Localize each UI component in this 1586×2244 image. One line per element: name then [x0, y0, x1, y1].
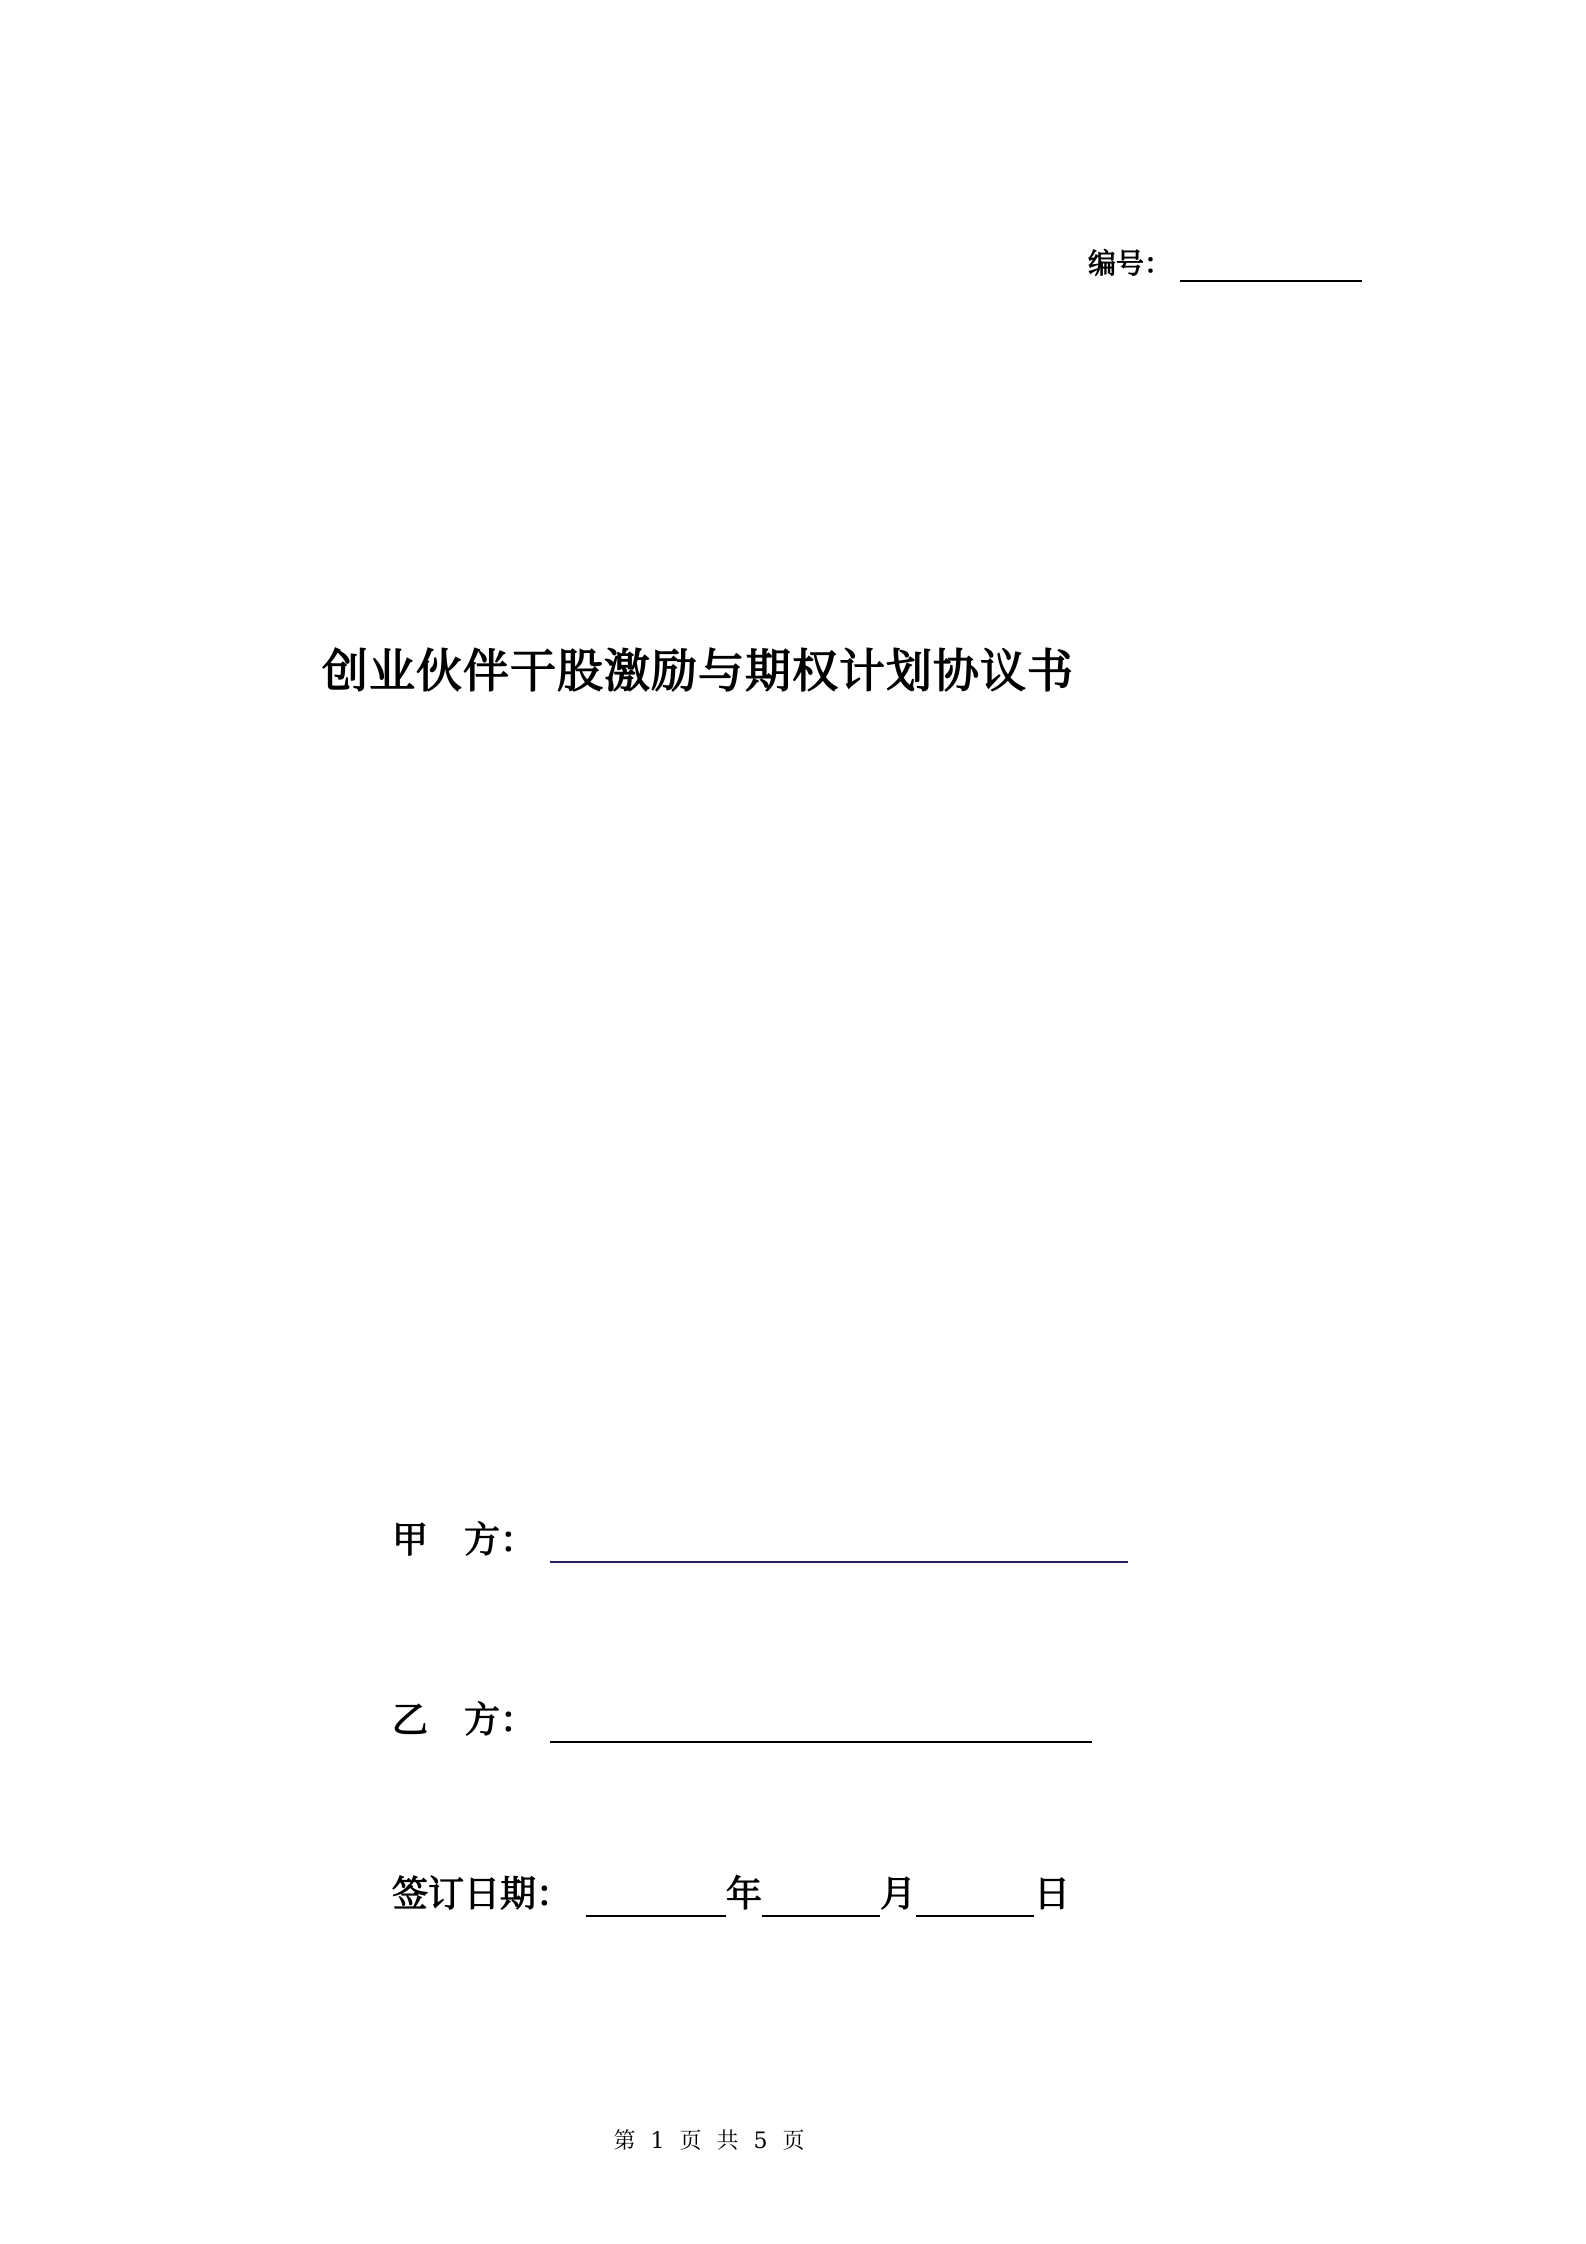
sign-date-label: 签订日期： — [392, 1874, 573, 1915]
document-title: 创业伙伴干股激励与期权计划协议书 — [322, 644, 1074, 698]
party-a-label-char: 甲 — [392, 1520, 429, 1561]
sign-year-label: 年 — [726, 1874, 763, 1915]
party-a-field — [392, 1512, 1128, 1563]
party-b-label: 方： — [464, 1700, 537, 1741]
sign-year-blank[interactable] — [586, 1877, 726, 1917]
sign-month-blank[interactable] — [762, 1877, 880, 1917]
sign-day-blank[interactable] — [916, 1877, 1034, 1917]
serial-number-label: 编号： — [1088, 247, 1173, 280]
party-b-field — [392, 1692, 1092, 1743]
serial-number-field — [1088, 242, 1362, 282]
party-a-blank[interactable] — [550, 1523, 1128, 1563]
party-b-blank[interactable] — [550, 1703, 1092, 1743]
party-a-label: 方： — [464, 1520, 537, 1561]
sign-month-label: 月 — [880, 1874, 917, 1915]
party-b-label-char: 乙 — [392, 1700, 429, 1741]
sign-day-label: 日 — [1034, 1874, 1071, 1915]
page-footer: 第 1 页 共 5 页 — [613, 2129, 805, 2154]
sign-date-field — [392, 1866, 1070, 1917]
serial-number-blank[interactable] — [1180, 250, 1362, 282]
